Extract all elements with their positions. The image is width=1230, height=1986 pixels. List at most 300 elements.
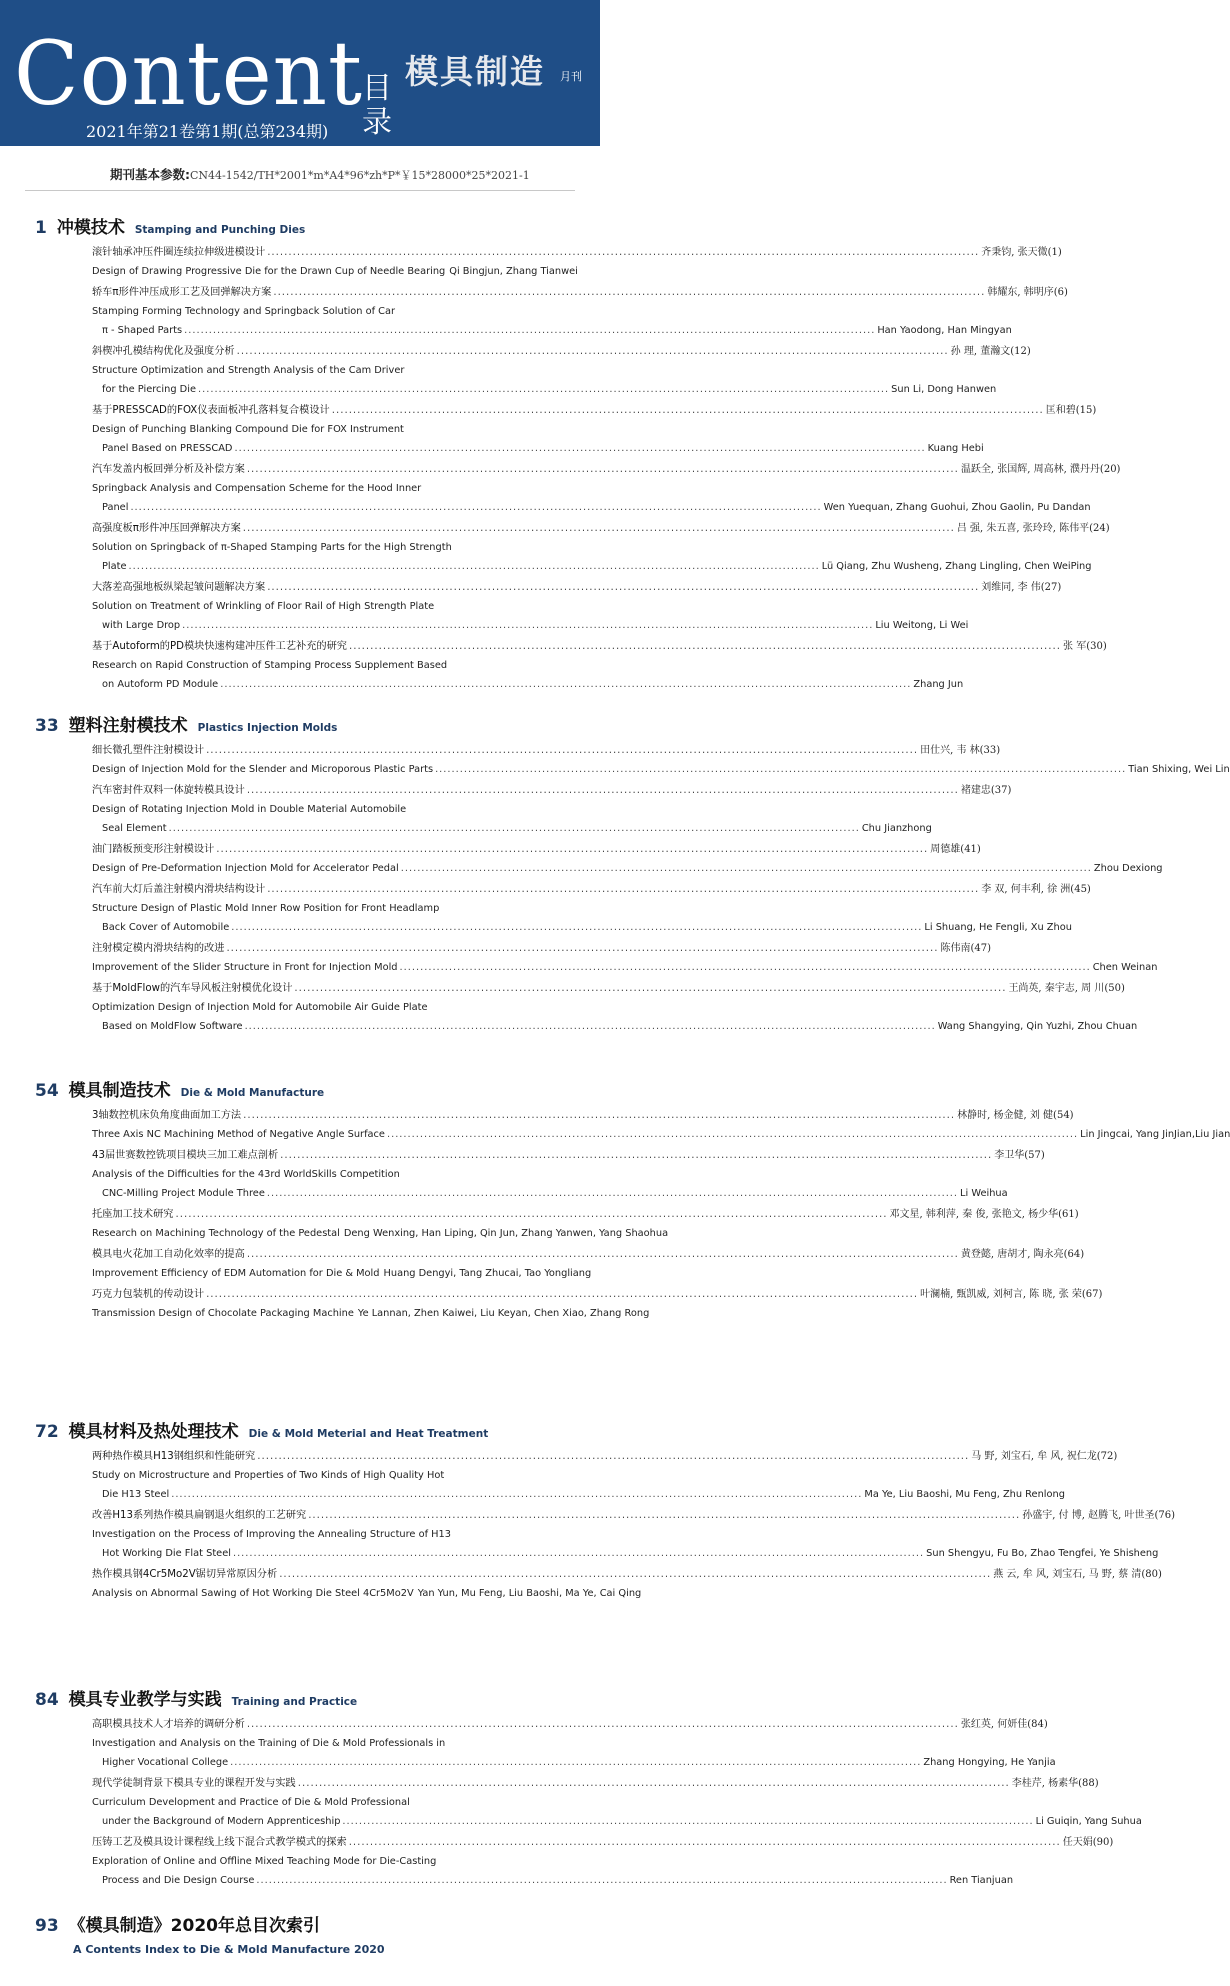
toc-entry[interactable] xyxy=(92,519,1110,576)
entry-title-en-cont xyxy=(92,498,1091,517)
leader-dots xyxy=(294,979,1006,998)
entry-title-en-text: Transmission Design of Chocolate Packaging Machine xyxy=(92,1308,354,1319)
entry-authors-page: 王尚英, 秦宇志, 周 川(50) xyxy=(1008,983,1125,994)
journal-frequency: 月刊 xyxy=(560,70,582,83)
entry-title-line xyxy=(92,1146,1045,1165)
leader-dots xyxy=(237,342,949,361)
section-title-en: Training and Practice xyxy=(231,1696,358,1708)
entry-authors-page: 林静时, 杨金健, 刘 健(54) xyxy=(957,1110,1074,1121)
section-title-en: A Contents Index to Die & Mold Manufacture 2020 xyxy=(73,1943,385,1956)
entry-title-en-text: Analysis of the Difficulties for the 43rd WorldSkills Competition xyxy=(92,1169,400,1180)
toc-entry[interactable] xyxy=(92,1565,1162,1603)
toc-entry[interactable] xyxy=(92,578,1062,635)
entry-authors-en: Ma Ye, Liu Baoshi, Mu Feng, Zhu Renlong xyxy=(864,1489,1065,1500)
entry-title-zh: 现代学徒制背景下模具专业的课程开发与实践 xyxy=(92,1778,296,1789)
entry-title-en xyxy=(92,1734,566,1753)
entry-authors-page: 孙 理, 董瀚文(12) xyxy=(950,346,1031,357)
toc-entry[interactable] xyxy=(92,1205,1079,1243)
toc-section xyxy=(35,1417,1176,1605)
leader-dots xyxy=(245,1017,936,1036)
entry-title-en-cont xyxy=(92,1017,1138,1036)
toc-entry[interactable] xyxy=(92,840,1163,878)
entry-title-en-text: with Large Drop xyxy=(102,620,181,631)
section-entries xyxy=(92,1715,1142,1890)
section-page-number: 84 xyxy=(35,1690,59,1710)
entry-title-en-cont xyxy=(92,321,1012,340)
leader-dots xyxy=(198,380,889,399)
leader-dots xyxy=(206,741,918,760)
entry-authors-page: 刘维同, 李 伟(27) xyxy=(981,582,1062,593)
entry-authors-page: 孙盛宇, 付 博, 赵腾飞, 叶世圣(76) xyxy=(1022,1510,1176,1521)
section-title-en: Stamping and Punching Dies xyxy=(134,224,306,236)
entry-authors-en: Sun Shengyu, Fu Bo, Zhao Tengfei, Ye Shisheng xyxy=(926,1548,1159,1559)
entry-authors-page: 齐秉钧, 张天微(1) xyxy=(981,247,1062,258)
entry-authors-page: 燕 云, 牟 风, 刘宝石, 马 野, 蔡 清(80) xyxy=(993,1569,1162,1580)
entry-title-zh: 高强度板π形件冲压回弹解决方案 xyxy=(92,523,241,534)
leader-dots xyxy=(256,1871,947,1890)
section-title-en: Plastics Injection Molds xyxy=(197,722,338,734)
leader-dots xyxy=(171,1485,862,1504)
toc-section xyxy=(35,1911,575,1959)
entry-authors-page: 任天娟(90) xyxy=(1062,1837,1114,1848)
entry-authors-en: Lin Jingcai, Yang JinJian,Liu Jian xyxy=(1080,1129,1230,1140)
toc-entry[interactable] xyxy=(92,1447,1118,1504)
entry-title-en-text: Design of Punching Blanking Compound Die for FOX Instrument xyxy=(92,424,404,435)
entry-title-en-cont xyxy=(92,1753,1056,1772)
entry-title-en-text: Investigation on the Process of Improving the Annealing Structure of H13 xyxy=(92,1529,451,1540)
entry-title-en xyxy=(92,1224,669,1243)
toc-entry[interactable] xyxy=(92,939,1158,977)
leader-dots xyxy=(247,460,959,479)
entry-authors-en: Han Yaodong, Han Mingyan xyxy=(877,325,1012,336)
leader-dots xyxy=(234,439,925,458)
mulu-char: 目 xyxy=(362,71,392,106)
entry-authors-page: 吕 强, 朱五喜, 张玲玲, 陈伟平(24) xyxy=(956,523,1110,534)
entry-title-en-text: Design of Drawing Progressive Die for the Drawn Cup of Needle Bearing xyxy=(92,266,446,277)
section-title-zh: 冲模技术 xyxy=(56,218,125,238)
entry-title-line xyxy=(92,840,981,859)
entry-authors-en: Kuang Hebi xyxy=(927,443,984,454)
entry-title-en-text: CNC-Milling Project Module Three xyxy=(102,1188,265,1199)
toc-entry[interactable] xyxy=(92,243,1062,281)
entry-authors-page: 匡和碧(15) xyxy=(1045,405,1097,416)
entry-title-zh: 基于PRESSCAD的FOX仪表面板冲孔落料复合模设计 xyxy=(92,405,330,416)
leader-dots xyxy=(233,1544,924,1563)
entry-title-en xyxy=(92,656,566,675)
section-entries xyxy=(92,243,1121,694)
entry-title-en xyxy=(92,262,578,281)
entry-authors-page: 陈伟南(47) xyxy=(940,943,992,954)
issue-info: 2021年第21卷第1期(总第234期) xyxy=(86,122,329,141)
section-title-zh: 塑料注射模技术 xyxy=(68,716,188,736)
entry-title-zh: 基于MoldFlow的汽车导风板注射模优化设计 xyxy=(92,983,293,994)
entry-title-line xyxy=(92,1106,1074,1125)
entry-title-line xyxy=(92,741,1001,760)
section-page-number: 72 xyxy=(35,1422,59,1442)
entry-title-en-text: Research on Machining Technology of the Pedestal xyxy=(92,1228,340,1239)
entry-title-en-text: under the Background of Modern Apprenticeship xyxy=(102,1816,341,1827)
entry-title-en-text: Design of Rotating Injection Mold in Double Material Automobile xyxy=(92,804,407,815)
entry-title-en-text: Analysis on Abnormal Sawing of Hot Working Die Steel 4Cr5Mo2V xyxy=(92,1588,414,1599)
toc-entry[interactable] xyxy=(92,1774,1142,1831)
leader-dots xyxy=(298,1774,1010,1793)
leader-dots xyxy=(435,760,1126,779)
params-label: 期刊基本参数 xyxy=(110,167,186,182)
section-heading[interactable] xyxy=(35,1685,575,1715)
entry-authors-en: Zhang Hongying, He Yanjia xyxy=(923,1757,1056,1768)
leader-dots xyxy=(182,616,873,635)
leader-dots xyxy=(226,939,938,958)
entry-title-line xyxy=(92,1715,1048,1734)
toc-entry[interactable] xyxy=(92,1245,1085,1283)
entry-title-en xyxy=(92,1165,566,1184)
entry-title-en-text: Back Cover of Automobile xyxy=(102,922,230,933)
entry-title-en-text: Process and Die Design Course xyxy=(102,1875,255,1886)
entry-authors-en: Ye Lannan, Zhen Kaiwei, Liu Keyan, Chen Xiao, Zhang Rong xyxy=(357,1308,650,1319)
entry-title-zh: 汽车发盖内板回弹分析及补偿方案 xyxy=(92,464,245,475)
entry-title-zh: 细长微孔塑件注射模设计 xyxy=(92,745,205,756)
entry-title-line xyxy=(92,519,1110,538)
entry-title-en-text: Improvement Efficiency of EDM Automation for Die & Mold xyxy=(92,1268,380,1279)
section-title-en: Die & Mold Manufacture xyxy=(180,1087,325,1099)
leader-dots xyxy=(206,1285,918,1304)
entry-title-en-text: Structure Optimization and Strength Analysis of the Cam Driver xyxy=(92,365,405,376)
entry-title-en xyxy=(92,1584,642,1603)
toc-section xyxy=(35,1076,1230,1325)
entry-authors-page: 张红英, 何妍佳(84) xyxy=(960,1719,1048,1730)
entry-authors-en: Liu Weitong, Li Wei xyxy=(875,620,969,631)
entry-title-en-text: Structure Design of Plastic Mold Inner Row Position for Front Headlamp xyxy=(92,903,440,914)
entry-authors-page: 褚建忠(37) xyxy=(960,785,1012,796)
toc-entry[interactable] xyxy=(92,1146,1045,1203)
entry-title-en-cont xyxy=(92,1544,1159,1563)
entry-title-en-text: Panel Based on PRESSCAD xyxy=(102,443,233,454)
divider xyxy=(25,190,575,191)
content-title: Content xyxy=(14,22,363,125)
leader-dots xyxy=(267,1184,958,1203)
leader-dots xyxy=(257,1447,969,1466)
entry-title-en-text: Die H13 Steel xyxy=(102,1489,170,1500)
entry-title-zh: 高职模具技术人才培养的调研分析 xyxy=(92,1719,245,1730)
entry-title-en xyxy=(92,859,1163,878)
entry-title-en xyxy=(92,597,566,616)
section-title-zh: 模具专业教学与实践 xyxy=(68,1690,222,1710)
entry-title-line xyxy=(92,460,1121,479)
entry-title-en-text: Investigation and Analysis on the Training of Die & Mold Professionals in xyxy=(92,1738,446,1749)
section-entries xyxy=(92,741,1230,1036)
toc-section xyxy=(35,711,1230,1038)
entry-title-zh: 注射模定模内滑块结构的改进 xyxy=(92,943,225,954)
entry-title-en-text: Plate xyxy=(102,561,127,572)
leader-dots xyxy=(279,1565,991,1584)
section-title-en: Die & Mold Meterial and Heat Treatment xyxy=(248,1428,489,1440)
journal-logo: 模具制造 xyxy=(405,52,545,91)
params-sep: : xyxy=(185,167,191,182)
section-heading[interactable] xyxy=(35,1076,575,1106)
entry-title-line xyxy=(92,1205,1079,1224)
entry-title-line xyxy=(92,1774,1099,1793)
entry-title-en-text: Design of Injection Mold for the Slender and Microporous Plastic Parts xyxy=(92,764,434,775)
leader-dots xyxy=(342,1812,1033,1831)
leader-dots xyxy=(267,578,979,597)
section-page-number: 33 xyxy=(35,716,59,736)
entry-title-en xyxy=(92,760,1230,779)
params-code: CN44-1542/TH*2001*m*A4*96*zh*P*￥15*28000*25*2021-1 xyxy=(190,169,530,182)
entry-authors-page: 温跃全, 张国辉, 周高林, 濮丹丹(20) xyxy=(960,464,1121,475)
leader-dots xyxy=(247,1245,959,1264)
toc-entry[interactable] xyxy=(92,880,1091,937)
entry-title-en-cont xyxy=(92,380,997,399)
leader-dots xyxy=(267,880,979,899)
entry-title-en-cont xyxy=(92,1184,1008,1203)
entry-title-en-text: on Autoform PD Module xyxy=(102,679,219,690)
entry-title-en-text: Three Axis NC Machining Method of Negative Angle Surface xyxy=(92,1129,385,1140)
entry-title-line xyxy=(92,1285,1103,1304)
toc-entry[interactable] xyxy=(92,1715,1056,1772)
leader-dots xyxy=(332,401,1044,420)
entry-title-zh: 滚针轴承冲压件圈连续拉伸级进模设计 xyxy=(92,247,266,258)
section-heading[interactable] xyxy=(35,1417,575,1447)
entry-authors-en: Yan Yun, Mu Feng, Liu Baoshi, Ma Ye, Cai Qing xyxy=(417,1588,642,1599)
section-title-zh: 模具材料及热处理技术 xyxy=(68,1422,239,1442)
entry-title-en-text: Higher Vocational College xyxy=(102,1757,229,1768)
entry-title-zh: 43届世赛数控铣项目模块三加工难点剖析 xyxy=(92,1150,279,1161)
entry-title-en-cont xyxy=(92,1871,1014,1890)
entry-authors-page: 韩耀东, 韩明序(6) xyxy=(987,287,1068,298)
entry-title-en-text: Research on Rapid Construction of Stamping Process Supplement Based xyxy=(92,660,448,671)
entry-title-zh: 大落差高强地板纵梁起皱问题解决方案 xyxy=(92,582,266,593)
entry-title-en-text: for the Piercing Die xyxy=(102,384,196,395)
entry-title-zh: 斜楔冲孔模结构优化及强度分析 xyxy=(92,346,235,357)
entry-authors-page: 马 野, 刘宝石, 牟 风, 祝仁龙(72) xyxy=(971,1451,1118,1462)
toc-entry[interactable] xyxy=(92,401,1097,458)
entry-authors-en: Chen Weinan xyxy=(1092,962,1158,973)
entry-authors-page: 周德雄(41) xyxy=(930,844,981,855)
entry-title-en xyxy=(92,1793,566,1812)
entry-title-en xyxy=(92,998,566,1017)
leader-dots xyxy=(273,283,985,302)
mulu-label xyxy=(360,72,394,140)
entry-authors-page: 叶澜楠, 甄凯威, 刘柯言, 陈 晓, 张 荣(67) xyxy=(920,1289,1103,1300)
entry-title-zh: 巧克力包装机的传动设计 xyxy=(92,1289,205,1300)
entry-authors-en: Wen Yuequan, Zhang Guohui, Zhou Gaolin, Pu Dandan xyxy=(823,502,1091,513)
entry-title-line xyxy=(92,781,1012,800)
entry-title-zh: 轿车π形件冲压成形工艺及回弹解决方案 xyxy=(92,287,272,298)
toc-entry[interactable] xyxy=(92,741,1230,779)
entry-title-zh: 托座加工技术研究 xyxy=(92,1209,174,1220)
toc-section xyxy=(35,213,1121,696)
leader-dots xyxy=(243,519,955,538)
entry-title-zh: 压铸工艺及模具设计课程线上线下混合式教学模式的探索 xyxy=(92,1837,347,1848)
leader-dots xyxy=(349,1833,1061,1852)
leader-dots xyxy=(243,1106,955,1125)
entry-authors-page: 邓文星, 韩利萍, 秦 俊, 张艳文, 杨少华(61) xyxy=(889,1209,1079,1220)
toc-entry[interactable] xyxy=(92,460,1121,517)
toc-entry[interactable] xyxy=(92,979,1138,1036)
entry-authors-en: Tian Shixing, Wei Lin xyxy=(1128,764,1230,775)
section-page-number: 54 xyxy=(35,1081,59,1101)
leader-dots xyxy=(184,321,875,340)
toc-entry[interactable] xyxy=(92,1106,1230,1144)
entry-title-zh: 3轴数控机床负角度曲面加工方法 xyxy=(92,1110,242,1121)
section-heading[interactable] xyxy=(35,213,575,243)
entry-title-en-text: Improvement of the Slider Structure in Front for Injection Mold xyxy=(92,962,398,973)
entry-authors-en: Li Shuang, He Fengli, Xu Zhou xyxy=(924,922,1072,933)
entry-title-en xyxy=(92,1304,650,1323)
toc-entry[interactable] xyxy=(92,1833,1114,1890)
leader-dots xyxy=(247,781,959,800)
entry-title-en xyxy=(92,1125,1230,1144)
toc-entry[interactable] xyxy=(92,1285,1103,1323)
leader-dots xyxy=(308,1506,1020,1525)
section-page-number: 93 xyxy=(35,1916,59,1936)
entry-title-zh: 基于Autoform的PD模块快速构建冲压件工艺补充的研究 xyxy=(92,641,347,652)
leader-dots xyxy=(231,918,922,937)
entry-title-zh: 改善H13系列热作模具扁钢退火组织的工艺研究 xyxy=(92,1510,307,1521)
entry-title-en xyxy=(92,479,566,498)
entry-title-en-cont xyxy=(92,1485,1065,1504)
entry-title-zh: 汽车密封件双料一体旋转模具设计 xyxy=(92,785,245,796)
leader-dots xyxy=(267,243,979,262)
section-title-zh: 模具制造技术 xyxy=(68,1081,171,1101)
leader-dots xyxy=(129,557,820,576)
leader-dots xyxy=(176,1205,888,1224)
entry-title-en-text: Panel xyxy=(102,502,129,513)
entry-title-line xyxy=(92,243,1062,262)
entry-title-en xyxy=(92,958,1158,977)
entry-title-zh: 模具电火花加工自动化效率的提高 xyxy=(92,1249,245,1260)
entry-authors-en: Deng Wenxing, Han Liping, Qin Jun, Zhang Yanwen, Yang Shaohua xyxy=(343,1228,669,1239)
entry-title-en-cont xyxy=(92,675,964,694)
leader-dots xyxy=(216,840,928,859)
entry-title-line xyxy=(92,1245,1085,1264)
entry-title-en xyxy=(92,899,566,918)
entry-title-zh: 汽车前大灯后盖注射模内滑块结构设计 xyxy=(92,884,266,895)
entry-title-line xyxy=(92,578,1062,597)
header-banner xyxy=(0,0,600,146)
toc-entry[interactable] xyxy=(92,1506,1176,1563)
entry-title-line xyxy=(92,1506,1176,1525)
entry-title-line xyxy=(92,283,1068,302)
entry-title-en xyxy=(92,361,566,380)
entry-authors-en: Wang Shangying, Qin Yuzhi, Zhou Chuan xyxy=(937,1021,1138,1032)
entry-title-en xyxy=(92,1852,566,1871)
entry-title-line xyxy=(92,1833,1114,1852)
leader-dots xyxy=(247,1715,959,1734)
section-heading[interactable] xyxy=(35,711,575,741)
section-title-zh: 《模具制造》2020年总目次索引 xyxy=(68,1916,320,1936)
entry-authors-page: 张 军(30) xyxy=(1063,641,1107,652)
entry-title-en xyxy=(92,302,566,321)
leader-dots xyxy=(400,958,1091,977)
leader-dots xyxy=(220,675,911,694)
entry-authors-en: Qi Bingjun, Zhang Tianwei xyxy=(449,266,578,277)
entry-title-en-cont xyxy=(92,439,984,458)
section-entries xyxy=(92,1106,1230,1323)
entry-title-line xyxy=(92,979,1125,998)
entry-authors-en: Li Guiqin, Yang Suhua xyxy=(1035,1816,1142,1827)
entry-title-en-text: π - Shaped Parts xyxy=(102,325,183,336)
entry-title-en-cont xyxy=(92,557,1092,576)
entry-title-en xyxy=(92,420,566,439)
entry-title-line xyxy=(92,342,1031,361)
toc-entry[interactable] xyxy=(92,781,1012,838)
entry-title-en-text: Seal Element xyxy=(102,823,167,834)
entry-authors-page: 李 双, 何丰利, 徐 洲(45) xyxy=(981,884,1091,895)
entry-title-en-text: Curriculum Development and Practice of Die & Mold Professional xyxy=(92,1797,410,1808)
entry-title-en-cont xyxy=(92,819,932,838)
entry-title-line xyxy=(92,880,1091,899)
entry-title-en xyxy=(92,1525,566,1544)
leader-dots xyxy=(387,1125,1078,1144)
entry-title-en xyxy=(92,1264,592,1283)
entry-authors-page: 田仕兴, 韦 林(33) xyxy=(920,745,1001,756)
leader-dots xyxy=(349,637,1061,656)
entry-title-line xyxy=(92,401,1097,420)
entry-title-line xyxy=(92,1565,1162,1584)
entry-title-line xyxy=(92,637,1107,656)
entry-title-zh: 热作模具钢4Cr5Mo2V锯切异常原因分析 xyxy=(92,1569,278,1580)
entry-authors-page: 李桂芹, 杨素华(88) xyxy=(1011,1778,1099,1789)
entry-title-zh: 两种热作模具H13钢组织和性能研究 xyxy=(92,1451,256,1462)
toc-entry[interactable] xyxy=(92,283,1068,340)
entry-title-en-text: Based on MoldFlow Software xyxy=(102,1021,243,1032)
entry-authors-en: Chu Jianzhong xyxy=(861,823,932,834)
entry-title-en-text: Hot Working Die Flat Steel xyxy=(102,1548,231,1559)
entry-authors-en: Huang Dengyi, Tang Zhucai, Tao Yongliang xyxy=(383,1268,592,1279)
toc-section xyxy=(35,1685,1142,1892)
entry-authors-en: Li Weihua xyxy=(960,1188,1008,1199)
entry-authors-en: Zhou Dexiong xyxy=(1093,863,1163,874)
entry-title-en-text: Design of Pre-Deformation Injection Mold for Accelerator Pedal xyxy=(92,863,399,874)
entry-authors-en: Sun Li, Dong Hanwen xyxy=(891,384,997,395)
entry-title-en-text: Solution on Springback of π-Shaped Stamping Parts for the High Strength xyxy=(92,542,452,553)
entry-title-en-text: Study on Microstructure and Properties of Two Kinds of High Quality Hot xyxy=(92,1470,445,1481)
entry-authors-en: Zhang Jun xyxy=(913,679,964,690)
mulu-char: 录 xyxy=(362,105,392,140)
section-entries xyxy=(92,1447,1176,1603)
leader-dots xyxy=(130,498,821,517)
entry-title-en-text: Springback Analysis and Compensation Scheme for the Hood Inner xyxy=(92,483,422,494)
journal-params xyxy=(110,165,530,183)
entry-title-zh: 油门踏板预变形注射模设计 xyxy=(92,844,215,855)
entry-title-en-text: Exploration of Online and Offline Mixed Teaching Mode for Die-Casting xyxy=(92,1856,437,1867)
entry-title-en-cont xyxy=(92,1812,1142,1831)
leader-dots xyxy=(401,859,1092,878)
entry-title-en-cont xyxy=(92,616,969,635)
leader-dots xyxy=(280,1146,992,1165)
toc-entry[interactable] xyxy=(92,637,1107,694)
entry-authors-en: Ren Tianjuan xyxy=(949,1875,1014,1886)
leader-dots xyxy=(230,1753,921,1772)
entry-title-en-text: Stamping Forming Technology and Springback Solution of Car xyxy=(92,306,396,317)
entry-title-line xyxy=(92,1447,1118,1466)
entry-title-en-cont xyxy=(92,918,1072,937)
toc-entry[interactable] xyxy=(92,342,1031,399)
leader-dots xyxy=(169,819,860,838)
section-page-number: 1 xyxy=(35,218,47,238)
entry-title-en xyxy=(92,538,566,557)
entry-title-en-text: Optimization Design of Injection Mold for Automobile Air Guide Plate xyxy=(92,1002,428,1013)
entry-authors-page: 李卫华(57) xyxy=(994,1150,1045,1161)
entry-authors-en: Lü Qiang, Zhu Wusheng, Zhang Lingling, Chen WeiPing xyxy=(821,561,1092,572)
entry-title-en xyxy=(92,800,566,819)
entry-authors-page: 黄登懿, 唐胡才, 陶永亮(64) xyxy=(960,1249,1085,1260)
entry-title-line xyxy=(92,939,992,958)
section-heading[interactable] xyxy=(35,1911,575,1959)
entry-title-en xyxy=(92,1466,566,1485)
entry-title-en-text: Solution on Treatment of Wrinkling of Floor Rail of High Strength Plate xyxy=(92,601,435,612)
